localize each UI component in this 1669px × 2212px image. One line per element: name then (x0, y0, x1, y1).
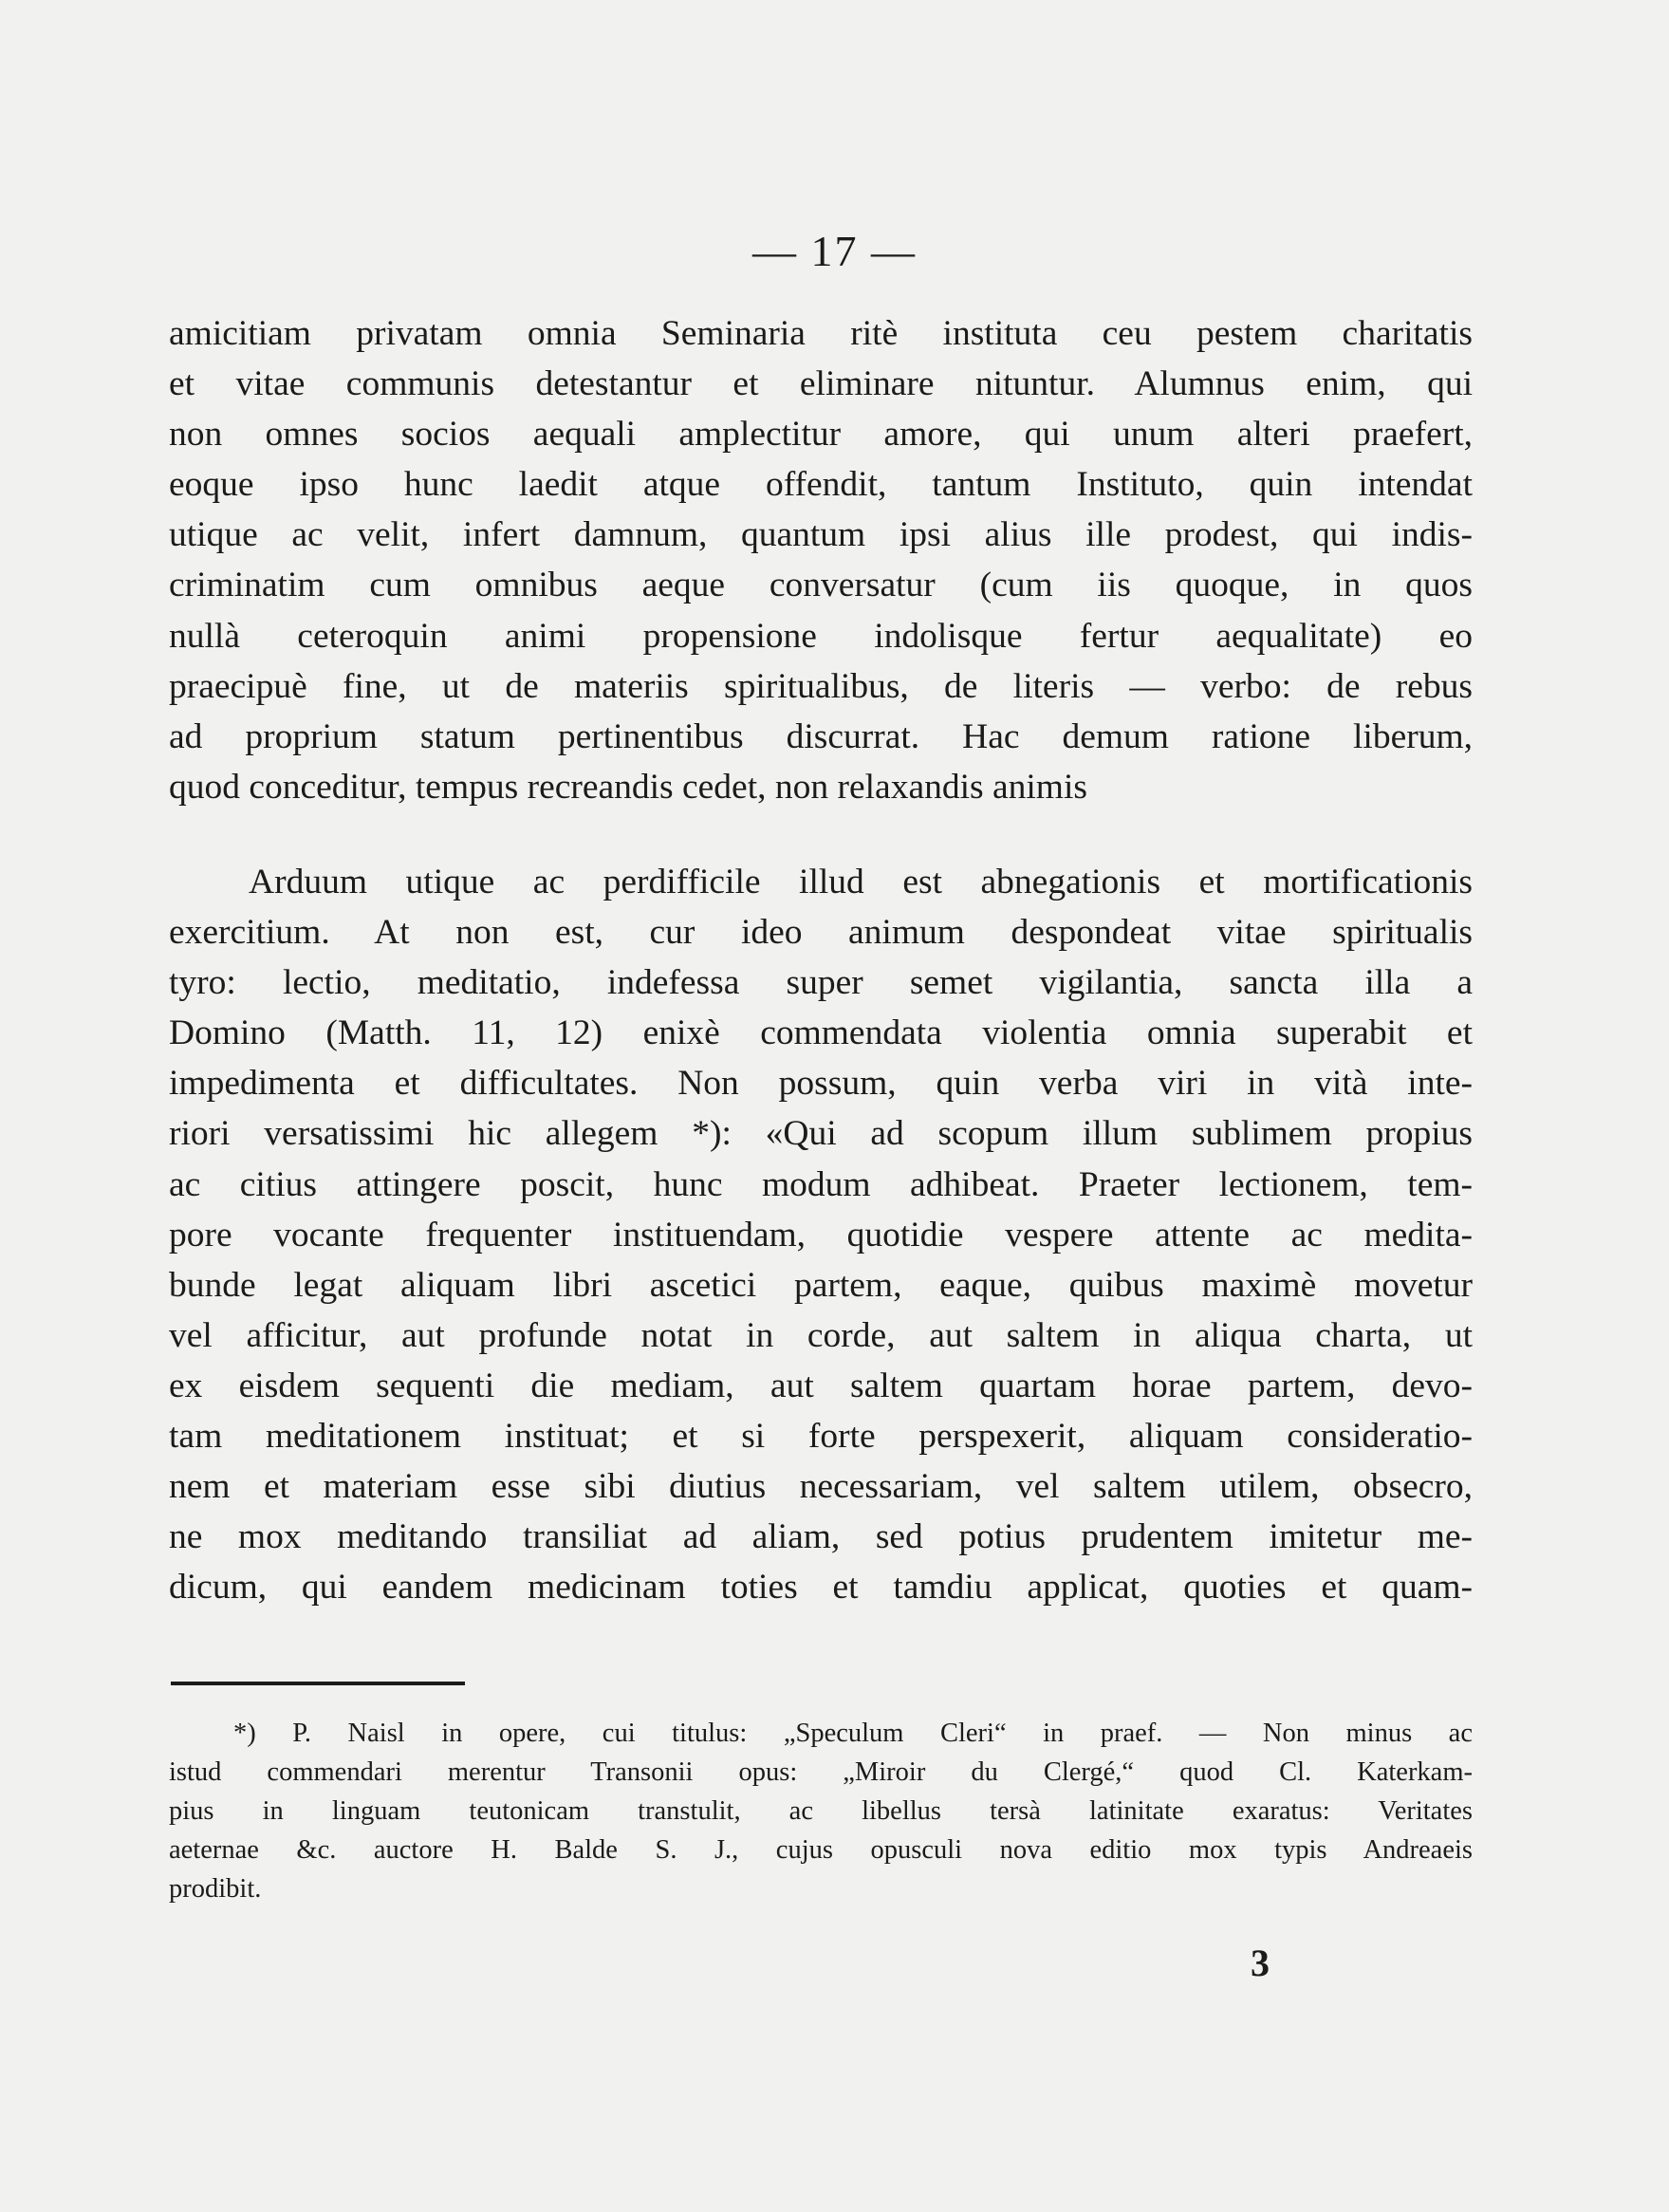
text-line: impedimenta et difficultates. Non possum, quin verba viri in vità inte- (169, 1064, 1473, 1104)
body-paragraph-2 (169, 857, 1473, 1612)
footnote-line: aeternae &c. auctore H. Balde S. J., cujus opusculi nova editio mox typis Andreaeis (169, 1835, 1473, 1865)
text-line: ad proprium statum pertinentibus discurrat. Hac demum ratione liberum, (169, 716, 1473, 756)
text-line: ne mox meditando transiliat ad aliam, sed potius prudentem imitetur me- (169, 1517, 1473, 1557)
text-line: Arduum utique ac perdifficile illud est abnegationis et mortificationis (249, 863, 1473, 902)
text-line: eoque ipso hunc laedit atque offendit, tantum Instituto, quin intendat (169, 465, 1473, 505)
footnote-line: *) P. Naisl in opere, cui titulus: „Speculum Cleri“ in praef. — Non minus ac (233, 1719, 1473, 1748)
footnote-line: prodibit. (169, 1874, 262, 1904)
text-line: tyro: lectio, meditatio, indefessa super semet vigilantia, sancta illa a (169, 963, 1473, 1003)
text-line: nem et materiam esse sibi diutius necessariam, vel saltem utilem, obsecro, (169, 1467, 1473, 1507)
body-paragraph-1 (169, 308, 1473, 812)
text-line: non omnes socios aequali amplectitur amore, qui unum alteri praefert, (169, 415, 1473, 455)
text-line: riori versatissimi hic allegem *): «Qui ad scopum illum sublimem propius (169, 1114, 1473, 1154)
text-line: dicum, qui eandem medicinam toties et tamdiu applicat, quoties et quam- (169, 1568, 1473, 1608)
text-line: Domino (Matth. 11, 12) enixè commendata violentia omnia superabit et (169, 1013, 1473, 1053)
text-line: nullà ceteroquin animi propensione indolisque fertur aequalitate) eo (169, 616, 1473, 656)
footnote-line: istud commendari merentur Transonii opus: „Miroir du Clergé,“ quod Cl. Katerkam- (169, 1757, 1473, 1787)
footnote (169, 1714, 1473, 1908)
text-line: ac citius attingere poscit, hunc modum adhibeat. Praeter lectionem, tem- (169, 1164, 1473, 1204)
text-line: exercitium. At non est, cur ideo animum despondeat vitae spiritualis (169, 913, 1473, 953)
text-line: quod conceditur, tempus recreandis cedet, non relaxandis animis (169, 767, 1087, 807)
text-line: pore vocante frequenter instituendam, quotidie vespere attente ac medita- (169, 1215, 1473, 1255)
text-line: praecipuè fine, ut de materiis spiritualibus, de literis — verbo: de rebus (169, 666, 1473, 706)
text-line: utique ac velit, infert damnum, quantum ipsi alius ille prodest, qui indis- (169, 515, 1473, 555)
text-line: et vitae communis detestantur et eliminare nituntur. Alumnus enim, qui (169, 364, 1473, 404)
text-line: tam meditationem instituat; et si forte perspexerit, aliquam consideratio- (169, 1417, 1473, 1457)
text-line: vel afficitur, aut profunde notat in corde, aut saltem in aliqua charta, ut (169, 1315, 1473, 1355)
footnote-line: pius in linguam teutonicam transtulit, ac libellus tersà latinitate exaratus: Veritates (169, 1796, 1473, 1826)
text-line: criminatim cum omnibus aeque conversatur (cum iis quoque, in quos (169, 566, 1473, 605)
page-number: — 17 — (752, 227, 917, 275)
text-line: ex eisdem sequenti die mediam, aut saltem quartam horae partem, devo- (169, 1366, 1473, 1405)
text-line: bunde legat aliquam libri ascetici partem, eaque, quibus maximè movetur (169, 1265, 1473, 1305)
text-line: amicitiam privatam omnia Seminaria ritè instituta ceu pestem charitatis (169, 314, 1473, 353)
signature-mark: 3 (1251, 1942, 1270, 1984)
footnote-rule (171, 1682, 465, 1685)
